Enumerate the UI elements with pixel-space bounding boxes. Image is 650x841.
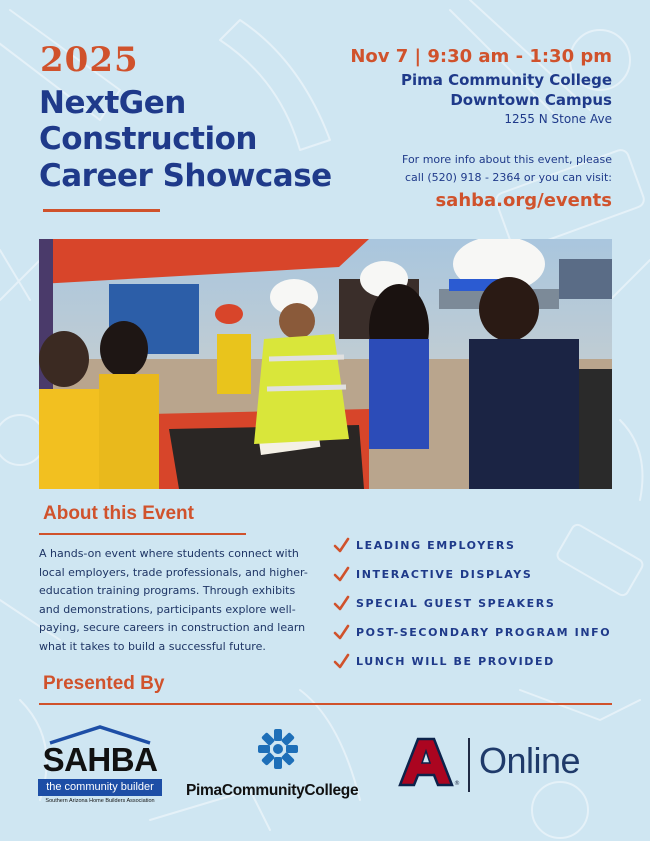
sahba-tagline: the community builder — [38, 779, 162, 796]
pima-snowflake-logo — [257, 728, 299, 770]
venue-line-1: Pima Community College — [400, 71, 612, 89]
arizona-online-label: Online — [479, 740, 581, 781]
presented-by-heading: Presented By — [43, 673, 165, 694]
event-title-line-1: NextGen — [39, 85, 186, 121]
about-divider — [39, 533, 246, 535]
more-info-line-2: call (520) 918 - 2364 or you can visit: — [404, 171, 612, 184]
highlights-list — [333, 531, 623, 676]
highlight-label: LEADING EMPLOYERS — [356, 539, 516, 552]
list-item — [333, 647, 623, 676]
event-title-line-2: Construction — [39, 121, 257, 157]
highlight-label: INTERACTIVE DISPLAYS — [356, 568, 533, 581]
event-url-link[interactable]: sahba.org/events — [435, 190, 612, 211]
about-line: what it takes to build a successful future. — [39, 639, 266, 653]
checkmark-icon — [333, 624, 350, 641]
title-divider — [43, 209, 160, 212]
about-description — [39, 545, 324, 656]
about-line: paying, secure careers in construction and learn — [39, 621, 306, 634]
about-line: and demonstrations, participants explore well- — [39, 602, 296, 616]
sahba-full-name: Southern Arizona Home Builders Association — [45, 798, 155, 804]
highlight-label: SPECIAL GUEST SPEAKERS — [356, 597, 556, 610]
event-title-line-3: Career Showcase — [39, 158, 332, 194]
arizona-a-logo — [398, 737, 454, 791]
more-info-line-1: For more info about this event, please — [402, 153, 612, 166]
list-item — [333, 589, 623, 618]
sahba-logo — [38, 725, 162, 810]
checkmark-icon — [333, 566, 350, 583]
about-heading: About this Event — [43, 503, 194, 524]
event-date-time: Nov 7 | 9:30 am - 1:30 pm — [350, 46, 612, 67]
pima-name: PimaCommunityCollege — [186, 782, 359, 799]
venue-line-2: Downtown Campus — [450, 91, 612, 109]
checkmark-icon — [333, 595, 350, 612]
presented-by-divider — [39, 703, 612, 705]
list-item — [333, 618, 623, 647]
event-photo — [39, 239, 612, 489]
list-item — [333, 531, 623, 560]
about-line: education training programs. Through exhibits — [39, 584, 296, 597]
arizona-registered-mark: ® — [454, 780, 460, 787]
about-line: A hands-on event where students connect with — [39, 547, 299, 560]
checkmark-icon — [333, 653, 350, 670]
list-item — [333, 560, 623, 589]
sahba-name: SAHBA — [42, 741, 158, 778]
highlight-label: LUNCH WILL BE PROVIDED — [356, 655, 555, 668]
venue-address: 1255 N Stone Ave — [504, 112, 612, 126]
about-line: local employers, trade professionals, and higher- — [39, 565, 308, 579]
checkmark-icon — [333, 537, 350, 554]
highlight-label: POST-SECONDARY PROGRAM INFO — [356, 626, 612, 639]
arizona-divider — [468, 738, 470, 792]
event-year: 2025 — [40, 40, 139, 80]
